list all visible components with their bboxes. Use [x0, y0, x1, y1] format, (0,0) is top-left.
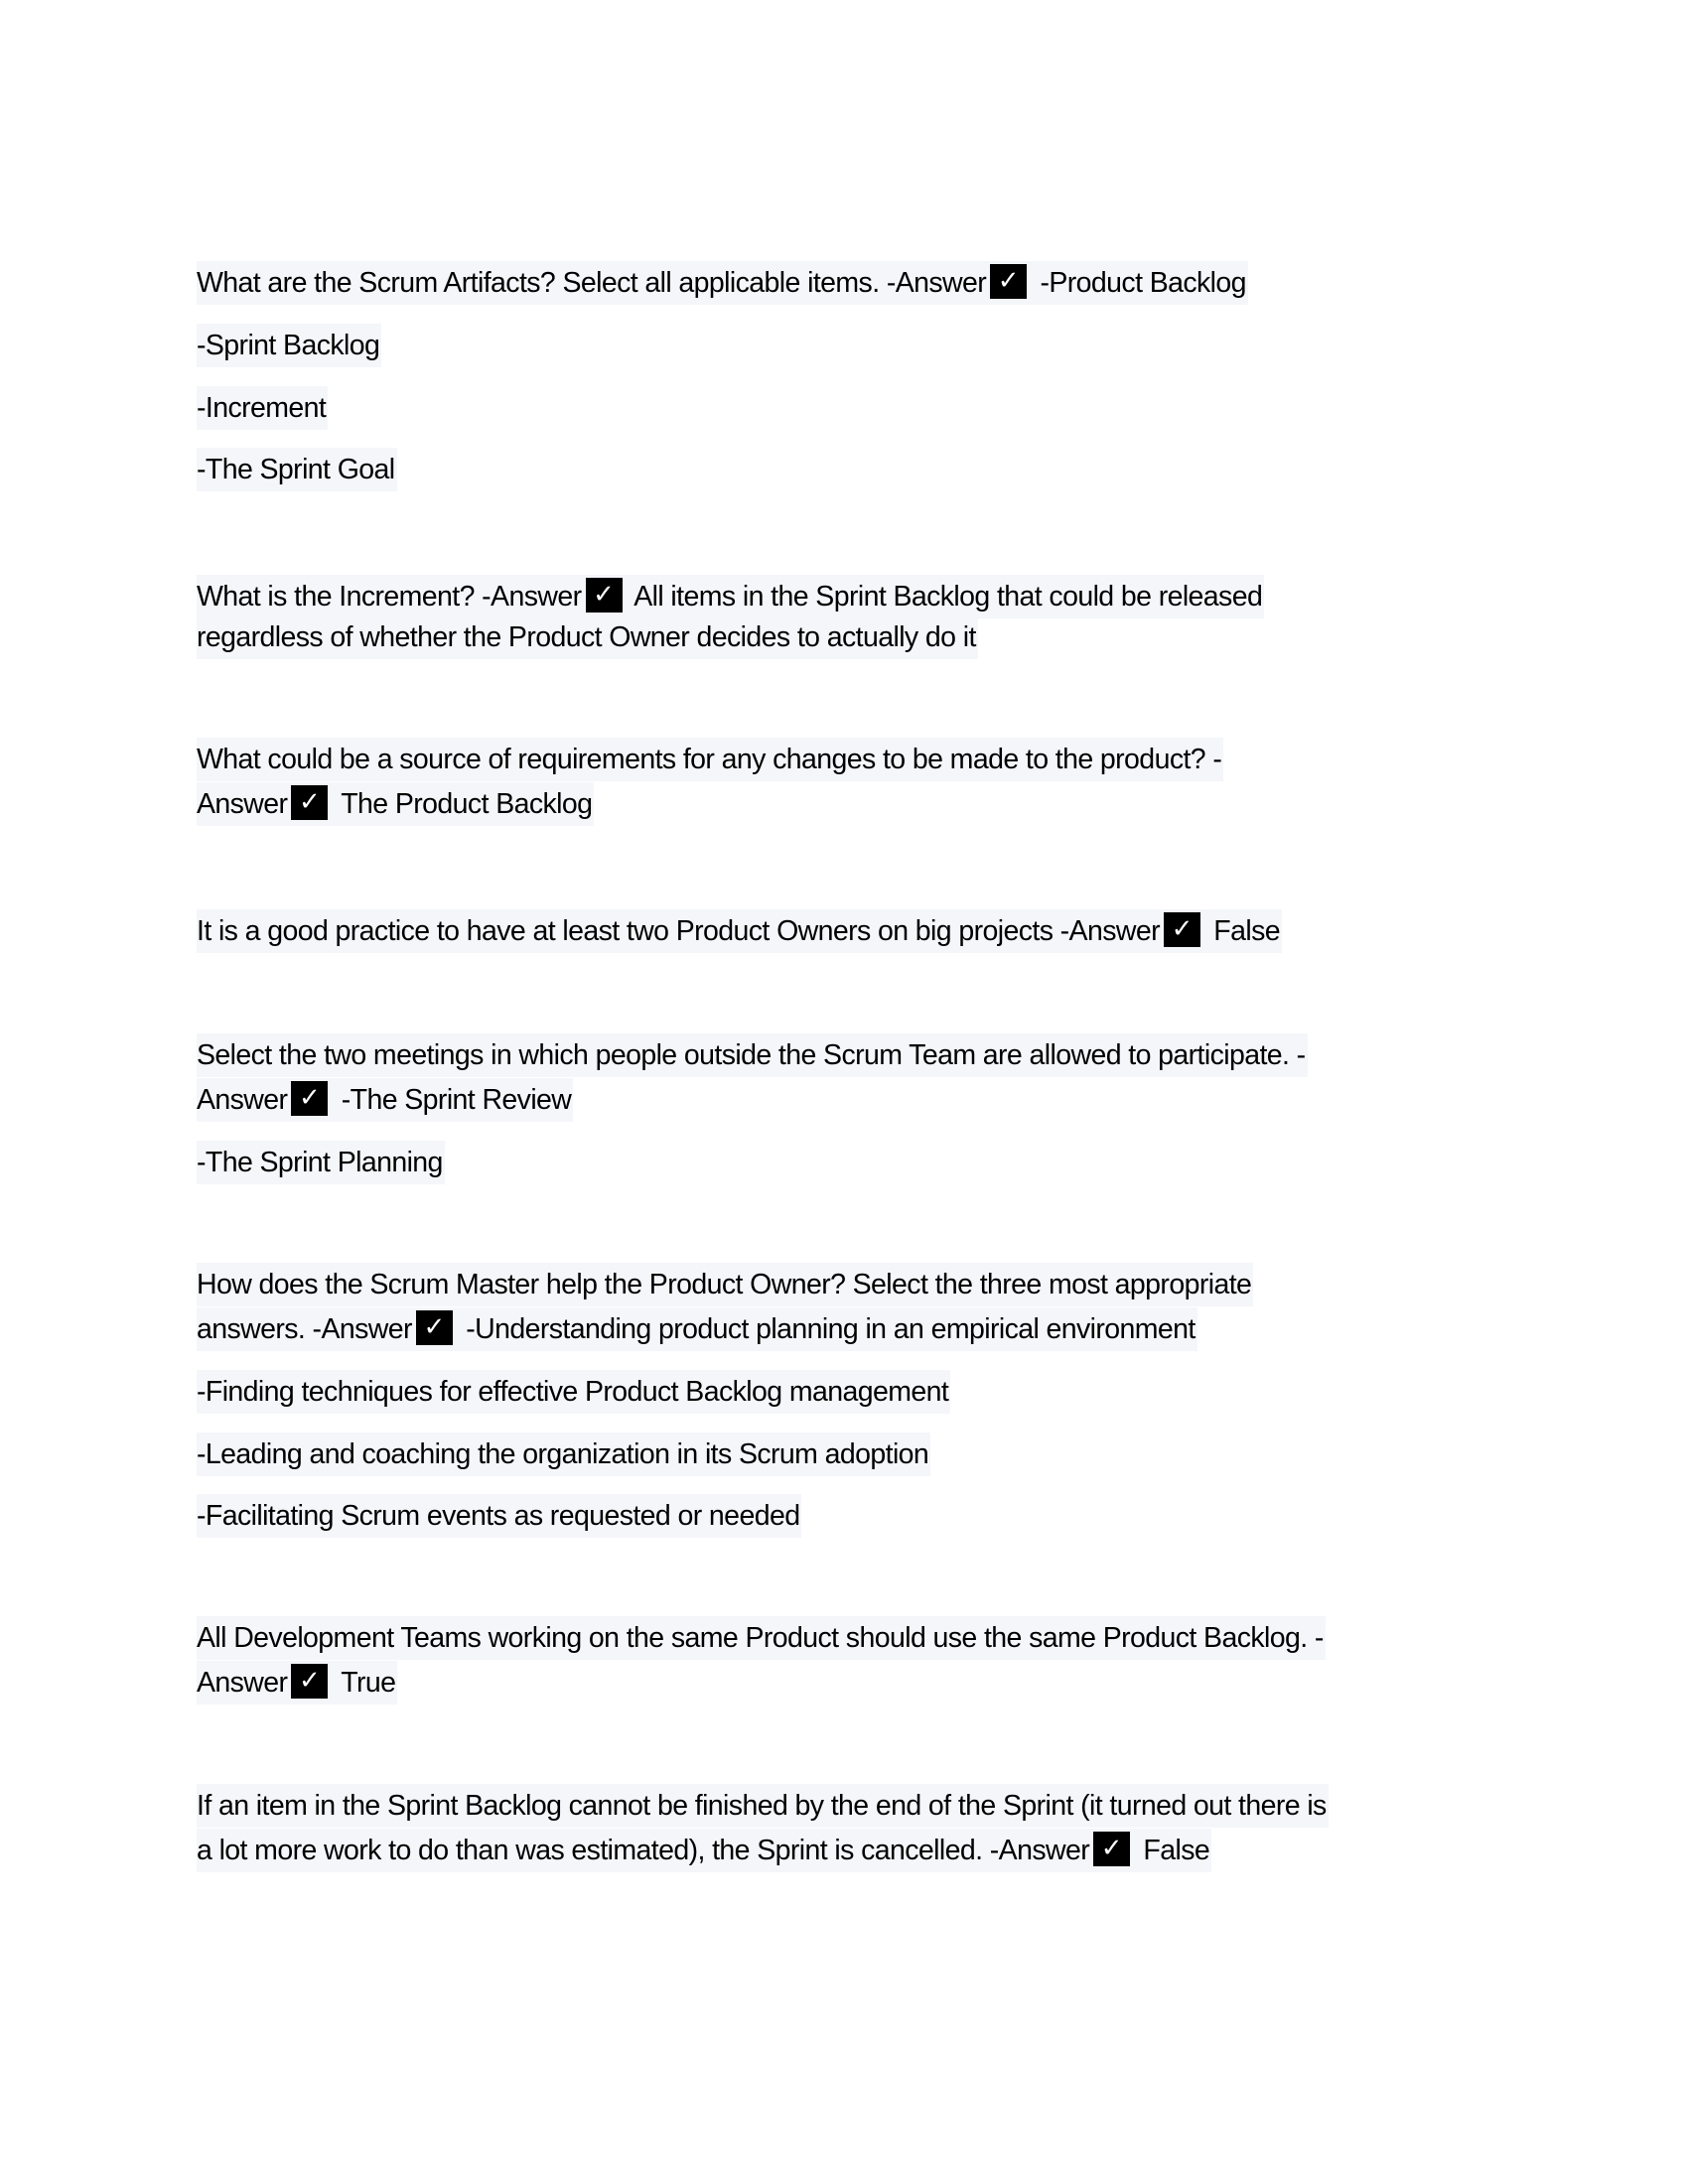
question-6-answer-item: -Finding techniques for effective Product Backlog management — [197, 1370, 950, 1414]
question-6-line-2 — [197, 1307, 1197, 1351]
answer-text: -The Sprint Review — [334, 1084, 572, 1116]
question-text: What is the Increment? -Answer — [197, 581, 582, 613]
question-text: a lot more work to do than was estimated), the Sprint is cancelled. -Answer — [197, 1835, 1090, 1866]
answer-text: -Product Backlog — [1033, 267, 1246, 299]
question-5-answer-item: -The Sprint Planning — [197, 1141, 445, 1184]
question-8-line-1: If an item in the Sprint Backlog cannot be finished by the end of the Sprint (it turned out there is — [197, 1784, 1329, 1828]
question-text: Answer — [197, 1667, 288, 1699]
question-text: answers. -Answer — [197, 1313, 412, 1345]
question-2-line-2: regardless of whether the Product Owner decides to actually do it — [197, 615, 978, 659]
answer-text: The Product Backlog — [334, 788, 593, 820]
answer-text: -Understanding product planning in an empirical environment — [458, 1313, 1196, 1345]
question-3-line-2 — [197, 782, 594, 826]
checkmark-icon: ✓ — [1164, 912, 1200, 947]
question-4-line-1 — [197, 909, 1282, 953]
question-1-answer-item: -The Sprint Goal — [197, 448, 397, 491]
question-2-line-1 — [197, 575, 1264, 618]
question-6-answer-item: -Facilitating Scrum events as requested or needed — [197, 1494, 801, 1538]
question-6-line-1: How does the Scrum Master help the Product Owner? Select the three most appropriate — [197, 1263, 1253, 1306]
question-text: Answer — [197, 1084, 288, 1116]
question-1-line-1 — [197, 261, 1248, 305]
question-1-answer-item: -Sprint Backlog — [197, 324, 381, 367]
answer-text: False — [1136, 1835, 1210, 1866]
question-5-line-2 — [197, 1078, 573, 1122]
question-1-answer-item: -Increment — [197, 386, 328, 430]
answer-text: All items in the Sprint Backlog that could be released — [628, 581, 1263, 613]
checkmark-icon: ✓ — [1093, 1832, 1130, 1866]
checkmark-icon: ✓ — [291, 1664, 328, 1699]
question-text: Answer — [197, 788, 288, 820]
question-text: It is a good practice to have at least two Product Owners on big projects -Answer — [197, 915, 1160, 947]
checkmark-icon: ✓ — [990, 264, 1027, 299]
question-8-line-2 — [197, 1829, 1211, 1872]
question-6-answer-item: -Leading and coaching the organization in its Scrum adoption — [197, 1433, 930, 1476]
checkmark-icon: ✓ — [291, 1081, 328, 1116]
question-text: What are the Scrum Artifacts? Select all applicable items. -Answer — [197, 267, 987, 299]
checkmark-icon: ✓ — [586, 578, 623, 613]
question-7-line-1: All Development Teams working on the same Product should use the same Product Backlog. - — [197, 1616, 1326, 1660]
answer-text: False — [1205, 915, 1280, 947]
question-5-line-1: Select the two meetings in which people outside the Scrum Team are allowed to participate. - — [197, 1033, 1308, 1077]
checkmark-icon: ✓ — [291, 785, 328, 820]
answer-text: True — [334, 1667, 396, 1699]
checkmark-icon: ✓ — [416, 1310, 453, 1345]
question-7-line-2 — [197, 1661, 397, 1705]
question-3-line-1: What could be a source of requirements for any changes to be made to the product? - — [197, 738, 1223, 781]
